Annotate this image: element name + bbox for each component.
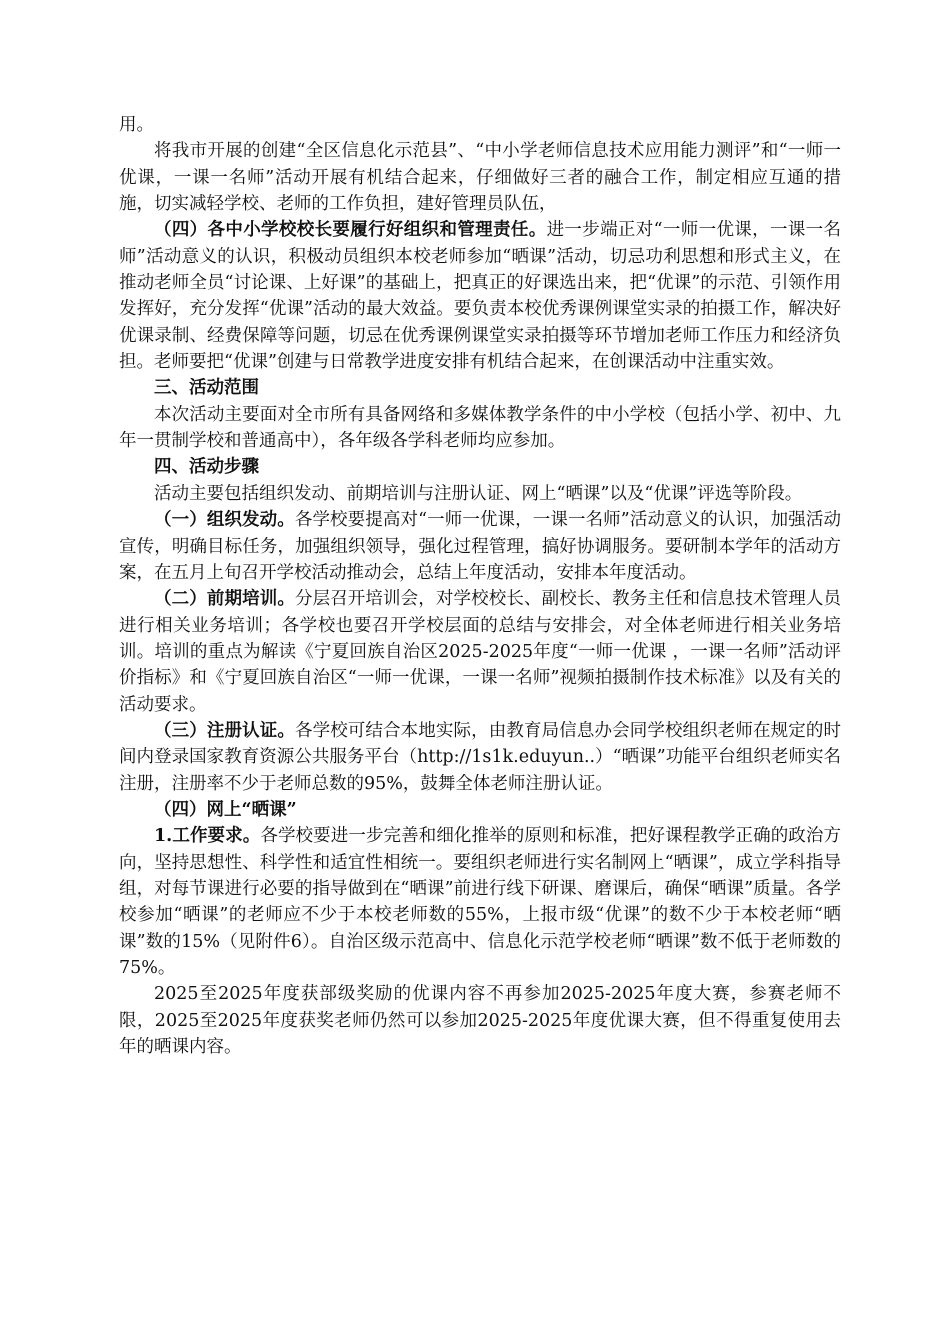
document-page (119, 112, 841, 1060)
paragraph-registration (119, 718, 841, 797)
paragraph-principal-duty (119, 217, 841, 375)
paragraph-body: 分层召开培训会，对学校校长、副校长、教务主任和信息技术管理人员进行相关业务培训；各学校也要召开学校层面的总结与安排会，对全体老师进行相关业务培训。培训的重点为解读《宁夏回族自治区2025-2025年度“一师一优课 ，一课一名师”活动评价指标》和《宁夏回族自治区“一师一优课，一课一名师”视频拍摄制作技术标准》以及有关的活动要求。 (119, 589, 842, 715)
paragraph-lead: （二）前期培训。 (154, 589, 295, 610)
section-heading-scope: 三、活动范围 (154, 378, 259, 399)
paragraph-body: 进一步端正对“一师一优课，一课一名师”活动意义的认识，积极动员组织本校老师参加“晒课”活动，切忌功利思想和形式主义，在推动老师全员“讨论课、上好课”的基础上，把真正的好课选出来，把“优课”的示范、引领作用发挥好，充分发挥“优课”活动的最大效益。要负责本校优秀课例课堂实录的拍摄工作，解决好优课录制、经费保障等问题，切忌在优秀课例课堂实录拍摄等环节增加老师工作压力和经济负担。老师要把“优课”创建与日常教学进度安排有机结合起来，在创课活动中注重实效。 (119, 220, 842, 373)
paragraph-continuation: 用。 (119, 115, 154, 135)
paragraph-scope: 本次活动主要面对全市所有具备网络和多媒体教学条件的中小学校（包括小学、初中、九年一贯制学校和普通高中），各年级各学科老师均应参加。 (119, 404, 841, 452)
paragraph-lead: （四）各中小学校校长要履行好组织和管理责任。 (154, 220, 547, 241)
paragraph-organize (119, 507, 841, 586)
paragraph-body: 各学校可结合本地实际，由教育局信息办会同学校组织老师在规定的时间内登录国家教育资源公共服务平台（http://1s1k.eduyun..）“晒课”功能平台组织老师实名注册，注册率不少于老师总数的95%，鼓舞全体老师注册认证。 (119, 720, 842, 794)
paragraph-steps-intro: 活动主要包括组织发动、前期培训与注册认证、网上“晒课”以及“优课”评选等阶段。 (154, 483, 803, 504)
paragraph-awards-note: 2025至2025年度获部级奖励的优课内容不再参加2025-2025年度大赛，参赛老师不限，2025至2025年度获奖老师仍然可以参加2025-2025年度优课大赛，但不得重复使用去年的晒课内容。 (119, 984, 841, 1058)
sub-heading-online-lessons: （四）网上“晒课” (154, 799, 297, 820)
paragraph-lead: （三）注册认证。 (154, 720, 295, 741)
paragraph-work-requirements (119, 823, 841, 981)
paragraph-body: 各学校要进一步完善和细化推举的原则和标准，把好课程教学正确的政治方向，坚持思想性、科学性和适宜性相统一。要组织老师进行实名制网上“晒课”，成立学科指导组，对每节课进行必要的指导做到在“晒课”前进行线下研课、磨课后，确保“晒课”质量。各学校参加“晒课”的老师应不少于本校老师数的55%，上报市级“优课”的数不少于本校老师“晒课”数的15%（见附件6）。自治区级示范高中、信息化示范学校老师“晒课”数不低于老师数的75%。 (119, 826, 841, 978)
paragraph-body: 各学校要提高对“一师一优课，一课一名师”活动意义的认识，加强活动宣传，明确目标任务，加强组织领导，强化过程管理，搞好协调服务。要研制本学年的活动方案，在五月上旬召开学校活动推动会，总结上年度活动，安排本年度活动。 (119, 510, 841, 583)
paragraph-lead: 1.工作要求。 (154, 826, 261, 847)
paragraph-training (119, 586, 841, 718)
paragraph-integration: 将我市开展的创建“全区信息化示范县”、“中小学老师信息技术应用能力测评”和“一师一优课，一课一名师”活动开展有机结合起来，仔细做好三者的融合工作，制定相应互通的措施，切实减轻学校、老师的工作负担，建好管理员队伍， (119, 141, 841, 215)
section-heading-steps: 四、活动步骤 (154, 457, 259, 478)
paragraph-lead: （一）组织发动。 (154, 510, 295, 531)
